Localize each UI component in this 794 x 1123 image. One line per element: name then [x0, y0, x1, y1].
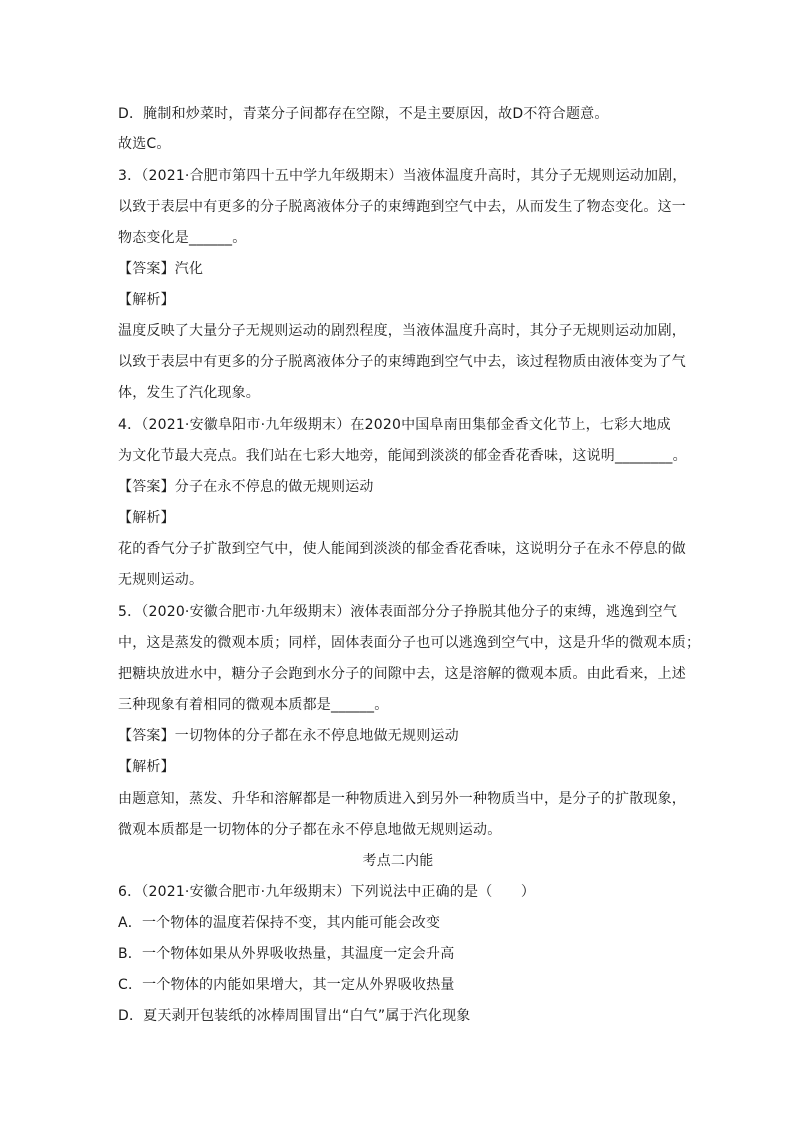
question-5-analysis-line-2: 微观本质都是一切物体的分子都在永不停息地做无规则运动。 — [118, 822, 502, 838]
question-5-line-4: 三种现象有着相同的微观本质都是______。 — [118, 697, 389, 713]
question-4-line-2: 为文化节最大亮点。我们站在七彩大地旁，能闻到淡淡的郁金香花香味，这说明________。 — [118, 448, 687, 464]
question-6-option-d: D．夏天剥开包装纸的冰棒周围冒出“白气”属于汽化现象 — [118, 1008, 471, 1024]
question-3-line-3: 物态变化是______。 — [118, 230, 247, 246]
question-3-analysis-heading: 【解析】 — [118, 292, 175, 308]
question-5-analysis-heading: 【解析】 — [118, 759, 175, 775]
question-6-option-b: B．一个物体如果从外界吸收热量，其温度一定会升高 — [118, 946, 455, 962]
question-6-stem: 6．（2021·安徽合肥市·九年级期末）下列说法中正确的是（ ） — [118, 884, 536, 900]
question-4-analysis-line-1: 花的香气分子扩散到空气中，使人能闻到淡淡的郁金香花香味，这说明分子在永不停息的做 — [118, 541, 686, 557]
question-3-analysis-line-1: 温度反映了大量分子无规则运动的剧烈程度，当液体温度升高时，其分子无规则运动加剧， — [118, 323, 686, 339]
question-3-analysis-line-3: 体，发生了汽化现象。 — [118, 385, 260, 401]
answer-choice-line: 故选C。 — [118, 136, 171, 152]
question-6-option-c: C．一个物体的内能如果增大，其一定从外界吸收热量 — [118, 977, 455, 993]
question-5-analysis-line-1: 由题意知，蒸发、升华和溶解都是一种物质进入到另外一种物质当中，是分子的扩散现象， — [118, 791, 686, 807]
question-5-line-1: 5．（2020·安徽合肥市·九年级期末）液体表面部分分子挣脱其他分子的束缚，逃逸到空气 — [118, 604, 678, 620]
section-heading: 考点二内能 — [362, 853, 434, 869]
option-d-explanation: D．腌制和炒菜时，青菜分子间都存在空隙，不是主要原因，故D不符合题意。 — [118, 106, 609, 122]
question-4-analysis-line-2: 无规则运动。 — [118, 572, 204, 588]
question-6-option-a: A．一个物体的温度若保持不变，其内能可能会改变 — [118, 915, 441, 931]
question-4-answer: 【答案】分子在永不停息的做无规则运动 — [118, 479, 374, 495]
question-3-line-2: 以致于表层中有更多的分子脱离液体分子的束缚跑到空气中去，从而发生了物态变化。这一 — [118, 199, 686, 215]
question-5-line-3: 把糖块放进水中，糖分子会跑到水分子的间隙中去，这是溶解的微观本质。由此看来，上述 — [118, 666, 686, 682]
question-5-answer: 【答案】一切物体的分子都在永不停息地做无规则运动 — [118, 728, 459, 744]
question-4-line-1: 4．（2021·安徽阜阳市·九年级期末）在2020中国阜南田集郁金香文化节上，七彩大地成 — [118, 417, 671, 433]
question-5-line-2: 中，这是蒸发的微观本质；同样，固体表面分子也可以逃逸到空气中，这是升华的微观本质； — [118, 635, 701, 651]
question-3-line-1: 3．（2021·合肥市第四十五中学九年级期末）当液体温度升高时，其分子无规则运动加剧， — [118, 168, 687, 184]
question-3-analysis-line-2: 以致于表层中有更多的分子脱离液体分子的束缚跑到空气中去，该过程物质由液体变为了气 — [118, 354, 686, 370]
question-3-answer: 【答案】汽化 — [118, 261, 204, 277]
question-4-analysis-heading: 【解析】 — [118, 510, 175, 526]
